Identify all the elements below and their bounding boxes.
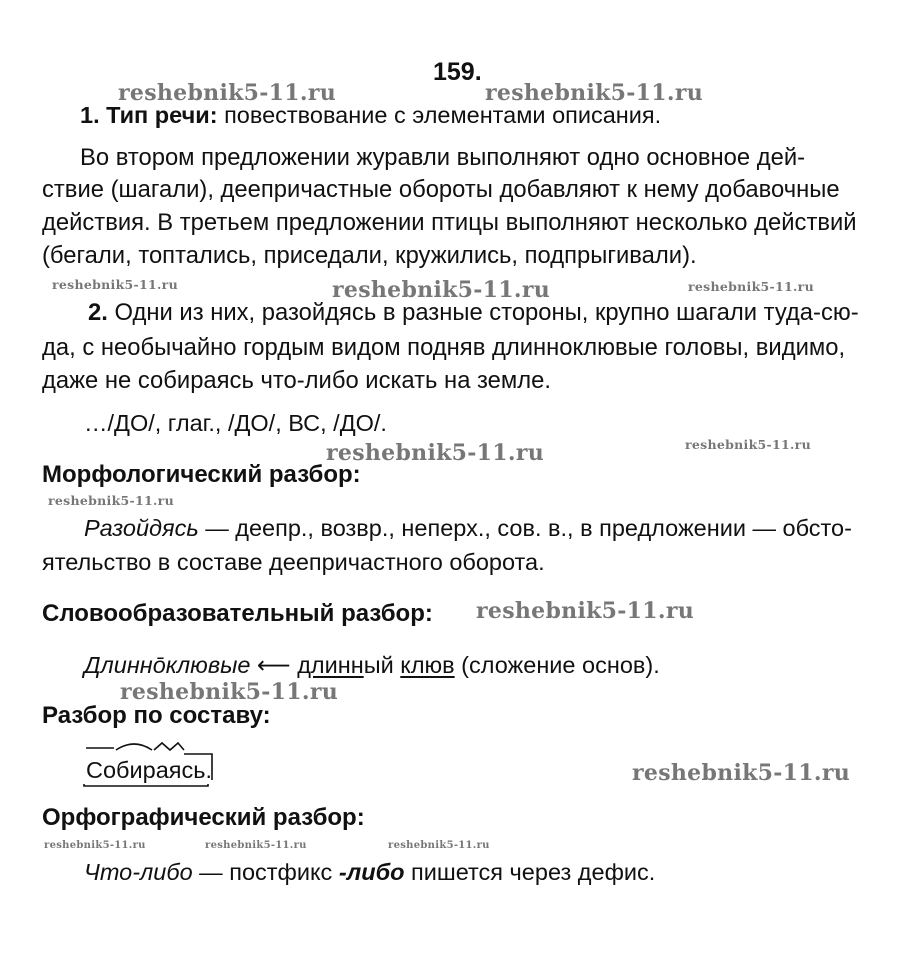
speech-type-term: Тип речи: [106, 102, 218, 128]
stem-mark [84, 784, 208, 786]
paragraph-line: (бегали, топтались, приседали, кружились, подпрыгивали). [42, 242, 697, 269]
watermark: reshebnik5-11.ru [685, 437, 811, 452]
word-formation-line [84, 650, 660, 680]
morph-line [84, 513, 852, 543]
watermark: reshebnik5-11.ru [120, 679, 339, 705]
watermark: reshebnik5-11.ru [205, 840, 307, 851]
base-1-root: длинн [297, 652, 364, 678]
spelling-word: Что-либо [84, 859, 193, 885]
watermark: reshebnik5-11.ru [332, 277, 551, 303]
base-1-ending: ый [363, 652, 394, 678]
root-mark [116, 744, 152, 750]
arrow-icon: ⟵ [250, 652, 298, 678]
morpheme-marks [80, 740, 240, 788]
watermark: reshebnik5-11.ru [688, 279, 814, 294]
watermark: reshebnik5-11.ru [118, 80, 337, 106]
word-formation-heading: Словообразовательный разбор: [42, 600, 433, 627]
sentence-text: Одни из них, разойдясь в разные стороны, крупно шагали туда-сю- [114, 299, 859, 326]
spelling-mid: — постфикс [192, 859, 339, 885]
composition-heading: Разбор по составу: [42, 702, 271, 729]
watermark: reshebnik5-11.ru [476, 598, 695, 624]
spelling-line [84, 857, 655, 887]
word-formation-word: Длиннōклювые [84, 652, 251, 678]
spelling-rest: пишется через дефис. [404, 859, 656, 885]
watermark: reshebnik5-11.ru [326, 440, 545, 466]
sentence-line: да, с необычайно гордым видом подняв длинноклювые головы, видимо, [42, 334, 846, 361]
morph-description: — деепр., возвр., неперх., сов. в., в предложении — обсто- [198, 515, 852, 541]
morph-word: Разойдясь [84, 515, 199, 541]
section-2-label: 2. [88, 299, 108, 326]
watermark: reshebnik5-11.ru [52, 277, 178, 292]
watermark: reshebnik5-11.ru [44, 840, 146, 851]
morph-line-2: ятельство в составе деепричастного оборота. [42, 549, 545, 575]
paragraph-line: действия. В третьем предложении птицы выполняют несколько действий [42, 209, 857, 236]
paragraph-line: ствие (шагали), деепричастные обороты добавляют к нему добавочные [42, 176, 840, 203]
speech-type-line [80, 100, 661, 130]
sentence-line: даже не собираясь что-либо искать на земле. [42, 367, 552, 394]
spelling-heading: Орфографический разбор: [42, 804, 365, 831]
speech-type-value: повествование с элементами описания. [224, 102, 662, 128]
morph-heading: Морфологический разбор: [42, 461, 361, 488]
paragraph-line: Во втором предложении журавли выполняют одно основное дей- [80, 144, 806, 171]
sentence-scheme: …/ДО/, глаг., /ДО/, ВС, /ДО/. [84, 410, 387, 436]
suffix-mark [154, 743, 184, 750]
sentence-line [88, 298, 859, 328]
section-1-label: 1. [80, 102, 100, 128]
watermark: reshebnik5-11.ru [632, 760, 851, 786]
postfix-text: -либо [338, 859, 405, 885]
composition-dot: . [205, 757, 213, 783]
base-2-root: клюв [400, 652, 455, 678]
composition-word: Собираясь [86, 757, 206, 783]
word-formation-note: (сложение основ). [454, 652, 660, 678]
watermark: reshebnik5-11.ru [48, 493, 174, 508]
postfix-mark [184, 754, 212, 780]
task-number: 159. [433, 58, 482, 86]
watermark: reshebnik5-11.ru [485, 80, 704, 106]
watermark: reshebnik5-11.ru [388, 840, 490, 851]
